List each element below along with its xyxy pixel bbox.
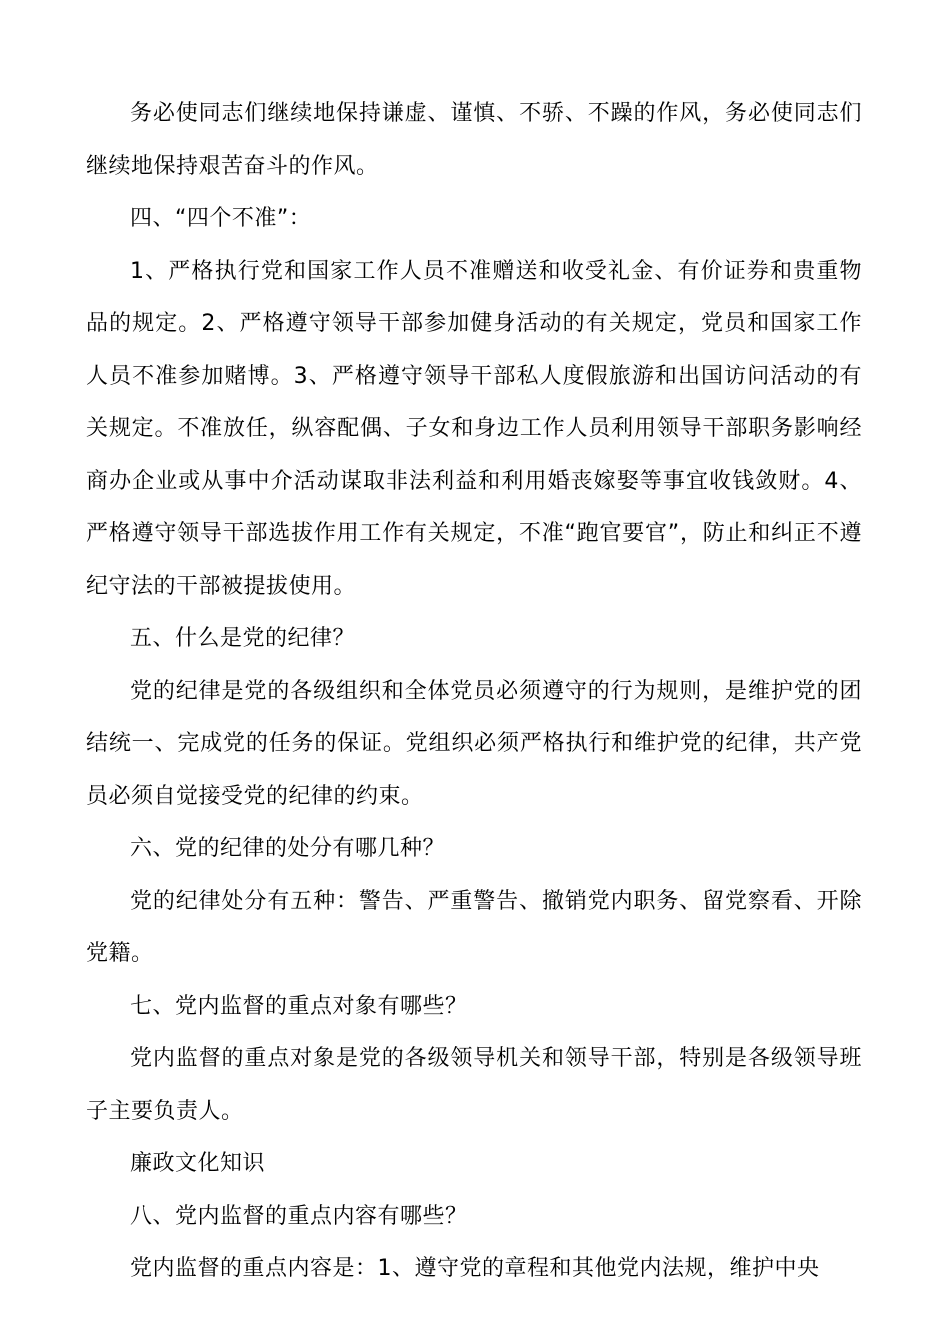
document-body	[86, 88, 862, 1296]
section-heading-discipline-penalties: 六、党的纪律的处分有哪几种？	[130, 836, 446, 861]
paragraph-supervision-targets: 党内监督的重点对象是党的各级领导机关和领导干部，特别是各级领导班子主要负责人。	[86, 1046, 862, 1124]
paragraph-supervision-content: 党内监督的重点内容是：1、遵守党的章程和其他党内法规，维护中央	[130, 1256, 820, 1281]
paragraph-four-prohibitions: 1、严格执行党和国家工作人员不准赠送和收受礼金、有价证券和贵重物品的规定。2、严格遵守领导干部参加健身活动的有关规定，党员和国家工作人员不准参加赌博。3、严格遵守领导干部私人度假旅游和出国访问活动的有关规定。不准放任，纵容配偶、子女和身边工作人员利用领导干部职务影响经商办企业或从事中介活动谋取非法利益和利用婚丧嫁娶等事宜收钱敛财。4、严格遵守领导干部选拔作用工作有关规定，不准“跑官要官”，防止和纠正不遵纪守法的干部被提拔使用。	[86, 258, 862, 599]
section-heading-integrity-culture: 廉政文化知识	[130, 1151, 266, 1176]
paragraph-discipline-penalties: 党的纪律处分有五种：警告、严重警告、撤销党内职务、留党察看、开除党籍。	[86, 888, 862, 966]
paragraph-work-style: 务必使同志们继续地保持谦虚、谨慎、不骄、不躁的作风，务必使同志们继续地保持艰苦奋斗的作风。	[86, 101, 862, 179]
section-heading-supervision-content: 八、党内监督的重点内容有哪些？	[130, 1203, 468, 1229]
section-heading-party-discipline: 五、什么是党的纪律？	[130, 626, 356, 651]
section-heading-supervision-targets: 七、党内监督的重点对象有哪些？	[130, 993, 468, 1019]
section-heading-four-prohibitions: 四、“四个不准”：	[130, 206, 312, 231]
paragraph-party-discipline: 党的纪律是党的各级组织和全体党员必须遵守的行为规则，是维护党的团结统一、完成党的任务的保证。党组织必须严格执行和维护党的纪律，共产党员必须自觉接受党的纪律的约束。	[86, 678, 862, 809]
